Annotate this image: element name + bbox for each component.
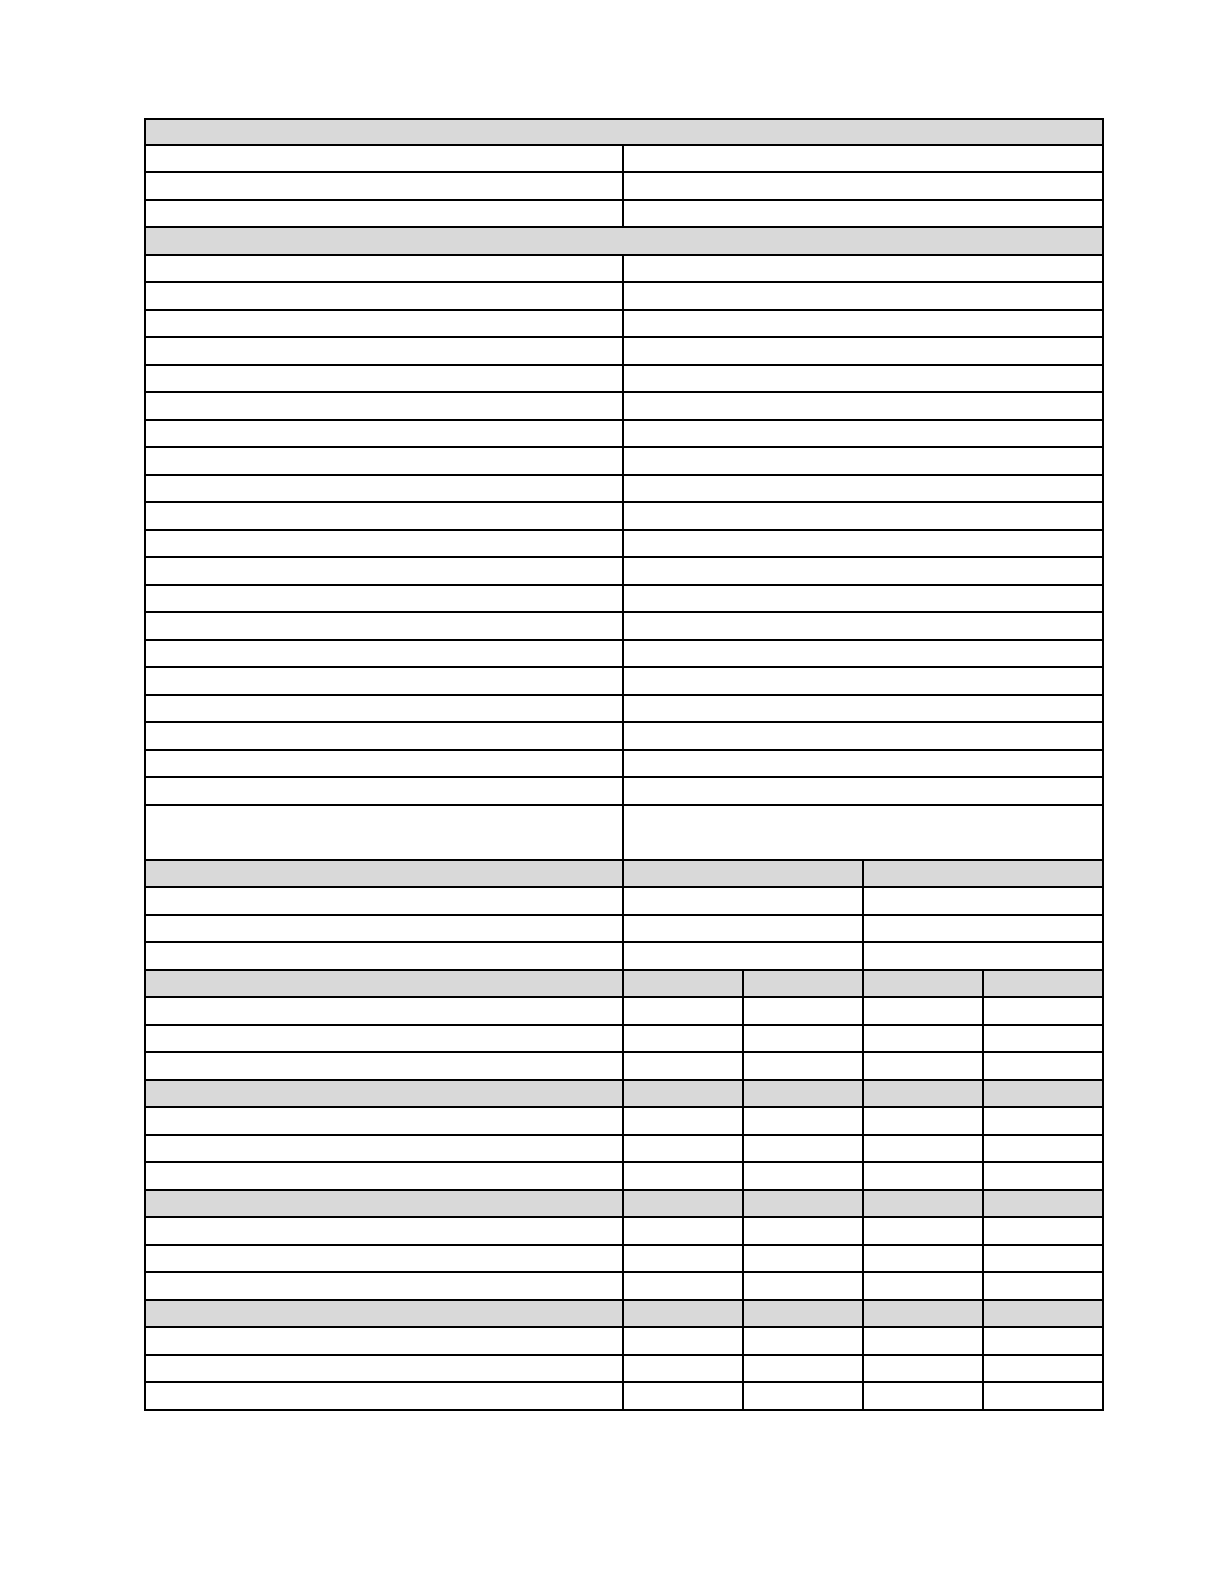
field-label-cell — [144, 723, 624, 751]
field-value-cell[interactable] — [624, 283, 1104, 311]
field-value-cell[interactable] — [624, 1163, 744, 1191]
field-value-cell[interactable] — [984, 1136, 1104, 1164]
field-label-cell — [144, 503, 624, 531]
column-header-cell — [744, 1191, 864, 1219]
field-value-cell[interactable] — [864, 1356, 984, 1384]
field-label-cell — [144, 448, 624, 476]
field-value-cell[interactable] — [984, 1246, 1104, 1274]
form-row — [144, 641, 1104, 669]
field-value-cell[interactable] — [624, 1026, 744, 1054]
column-header-cell — [984, 1301, 1104, 1329]
field-value-cell[interactable] — [984, 1218, 1104, 1246]
field-value-cell[interactable] — [864, 1026, 984, 1054]
field-label-cell — [144, 1108, 624, 1136]
form-row — [144, 531, 1104, 559]
field-value-cell[interactable] — [624, 1328, 744, 1356]
field-label-cell — [144, 1053, 624, 1081]
field-value-cell[interactable] — [864, 1163, 984, 1191]
field-label-cell — [144, 366, 624, 394]
field-value-cell[interactable] — [624, 641, 1104, 669]
section-3-rows — [144, 888, 1104, 971]
field-label-cell — [144, 146, 624, 174]
form-row — [144, 916, 1104, 944]
field-value-cell[interactable] — [624, 1246, 744, 1274]
field-value-cell[interactable] — [624, 586, 1104, 614]
field-value-cell[interactable] — [744, 1246, 864, 1274]
field-value-cell[interactable] — [864, 1383, 984, 1411]
form-row — [144, 751, 1104, 779]
field-label-cell — [144, 1356, 624, 1384]
field-label-cell — [144, 421, 624, 449]
field-label-cell — [144, 283, 624, 311]
field-label-cell — [144, 1328, 624, 1356]
field-value-cell[interactable] — [744, 1108, 864, 1136]
form-row — [144, 201, 1104, 229]
field-label-cell — [144, 531, 624, 559]
form-row — [144, 256, 1104, 284]
field-value-cell[interactable] — [984, 1328, 1104, 1356]
field-label-cell — [144, 1273, 624, 1301]
column-header-cell — [984, 971, 1104, 999]
form-row — [144, 283, 1104, 311]
form-row — [144, 778, 1104, 806]
column-header-cell — [984, 1191, 1104, 1219]
field-value-cell[interactable] — [624, 366, 1104, 394]
field-value-cell[interactable] — [984, 998, 1104, 1026]
column-header-cell — [624, 861, 864, 889]
field-value-cell[interactable] — [984, 1053, 1104, 1081]
field-label-cell — [144, 916, 624, 944]
column-header-cell — [744, 971, 864, 999]
field-value-cell[interactable] — [624, 751, 1104, 779]
field-label-cell — [144, 1246, 624, 1274]
field-label-cell — [144, 586, 624, 614]
column-header-cell — [624, 1301, 744, 1329]
field-value-cell[interactable] — [624, 696, 1104, 724]
column-header-cell — [744, 1301, 864, 1329]
field-value-cell[interactable] — [744, 1163, 864, 1191]
section-header-row — [144, 1301, 1104, 1329]
field-value-cell[interactable] — [624, 998, 744, 1026]
form-row — [144, 1273, 1104, 1301]
field-value-cell[interactable] — [624, 1273, 744, 1301]
field-label-cell — [144, 1383, 624, 1411]
column-header-cell — [744, 1081, 864, 1109]
field-value-cell[interactable] — [624, 503, 1104, 531]
section-3-header-row — [144, 861, 1104, 889]
field-value-cell[interactable] — [624, 1108, 744, 1136]
form-row — [144, 146, 1104, 174]
field-value-cell[interactable] — [624, 723, 1104, 751]
field-label-cell — [144, 998, 624, 1026]
form-row — [144, 943, 1104, 971]
field-value-cell[interactable] — [624, 421, 1104, 449]
form-row — [144, 668, 1104, 696]
field-value-cell[interactable] — [744, 1328, 864, 1356]
field-value-cell[interactable] — [744, 1273, 864, 1301]
form-row — [144, 998, 1104, 1026]
field-value-cell[interactable] — [624, 173, 1104, 201]
field-value-cell[interactable] — [624, 393, 1104, 421]
field-value-cell[interactable] — [864, 943, 1104, 971]
field-value-cell[interactable] — [984, 1273, 1104, 1301]
field-label-cell — [144, 668, 624, 696]
field-value-cell[interactable] — [864, 916, 1104, 944]
field-value-cell[interactable] — [624, 531, 1104, 559]
section-header-row — [144, 1191, 1104, 1219]
form-row-tall — [144, 806, 1104, 861]
form-row — [144, 613, 1104, 641]
section-header-row — [144, 1081, 1104, 1109]
field-value-cell[interactable] — [624, 1053, 744, 1081]
field-value-cell[interactable] — [624, 146, 1104, 174]
column-header-cell — [864, 861, 1104, 889]
section-header-label — [144, 971, 624, 999]
column-header-cell — [864, 1081, 984, 1109]
field-label-cell — [144, 338, 624, 366]
field-value-cell[interactable] — [624, 448, 1104, 476]
column-header-cell — [624, 971, 744, 999]
field-value-cell[interactable] — [984, 1356, 1104, 1384]
form-row — [144, 1108, 1104, 1136]
field-label-cell — [144, 641, 624, 669]
column-header-cell — [624, 1191, 744, 1219]
field-value-cell[interactable] — [624, 888, 864, 916]
field-value-cell[interactable] — [624, 256, 1104, 284]
field-label-cell — [144, 558, 624, 586]
section-2-header — [144, 228, 1104, 256]
field-value-cell[interactable] — [984, 1108, 1104, 1136]
field-value-cell[interactable] — [864, 1246, 984, 1274]
field-value-cell[interactable] — [984, 1026, 1104, 1054]
section-header-label — [144, 1081, 624, 1109]
form-row — [144, 888, 1104, 916]
section-header-label — [144, 1191, 624, 1219]
section-header-row — [144, 228, 1104, 256]
field-value-cell[interactable] — [624, 806, 1104, 861]
field-value-cell[interactable] — [624, 558, 1104, 586]
form-row — [144, 476, 1104, 504]
form-row — [144, 366, 1104, 394]
field-value-cell[interactable] — [744, 1218, 864, 1246]
field-value-cell[interactable] — [984, 1163, 1104, 1191]
field-value-cell[interactable] — [624, 668, 1104, 696]
section-3-header-label — [144, 861, 624, 889]
column-header-cell — [864, 1191, 984, 1219]
form-row — [144, 1136, 1104, 1164]
form-row — [144, 1383, 1104, 1411]
form-row — [144, 311, 1104, 339]
field-label-cell — [144, 778, 624, 806]
field-label-cell — [144, 393, 624, 421]
field-value-cell[interactable] — [744, 1053, 864, 1081]
field-label-cell — [144, 476, 624, 504]
field-value-cell[interactable] — [864, 1053, 984, 1081]
section-header-row — [144, 118, 1104, 146]
column-header-cell — [864, 1301, 984, 1329]
form-row — [144, 338, 1104, 366]
field-label-cell — [144, 806, 624, 861]
form-row — [144, 448, 1104, 476]
blank-form-table — [144, 118, 1104, 1411]
field-value-cell[interactable] — [624, 338, 1104, 366]
quarterly-sections — [144, 971, 1104, 1411]
form-row — [144, 558, 1104, 586]
field-value-cell[interactable] — [984, 1383, 1104, 1411]
field-label-cell — [144, 943, 624, 971]
field-value-cell[interactable] — [624, 1356, 744, 1384]
form-row — [144, 696, 1104, 724]
column-header-cell — [624, 1081, 744, 1109]
field-value-cell[interactable] — [744, 1026, 864, 1054]
field-value-cell[interactable] — [624, 1218, 744, 1246]
field-label-cell — [144, 173, 624, 201]
field-label-cell — [144, 1163, 624, 1191]
column-header-cell — [864, 971, 984, 999]
field-value-cell[interactable] — [624, 1136, 744, 1164]
field-label-cell — [144, 1136, 624, 1164]
form-row — [144, 1053, 1104, 1081]
field-label-cell — [144, 888, 624, 916]
field-value-cell[interactable] — [744, 1383, 864, 1411]
field-label-cell — [144, 613, 624, 641]
field-value-cell[interactable] — [624, 916, 864, 944]
section-2-rows — [144, 256, 1104, 806]
form-row — [144, 393, 1104, 421]
form-row — [144, 173, 1104, 201]
form-row — [144, 1218, 1104, 1246]
section-header-row — [144, 971, 1104, 999]
field-label-cell — [144, 201, 624, 229]
field-value-cell[interactable] — [624, 201, 1104, 229]
field-value-cell[interactable] — [624, 613, 1104, 641]
form-row — [144, 503, 1104, 531]
field-value-cell[interactable] — [624, 311, 1104, 339]
field-value-cell[interactable] — [624, 1383, 744, 1411]
field-value-cell[interactable] — [624, 476, 1104, 504]
form-row — [144, 1328, 1104, 1356]
field-value-cell[interactable] — [864, 998, 984, 1026]
field-value-cell[interactable] — [864, 1273, 984, 1301]
form-row — [144, 1163, 1104, 1191]
field-value-cell[interactable] — [864, 1108, 984, 1136]
section-header-label — [144, 1301, 624, 1329]
field-label-cell — [144, 1026, 624, 1054]
field-value-cell[interactable] — [744, 1136, 864, 1164]
form-row — [144, 421, 1104, 449]
column-header-cell — [984, 1081, 1104, 1109]
field-label-cell — [144, 696, 624, 724]
field-label-cell — [144, 311, 624, 339]
field-value-cell[interactable] — [864, 1328, 984, 1356]
field-label-cell — [144, 256, 624, 284]
form-row — [144, 1356, 1104, 1384]
field-value-cell[interactable] — [864, 888, 1104, 916]
field-value-cell[interactable] — [744, 998, 864, 1026]
field-value-cell[interactable] — [864, 1218, 984, 1246]
field-value-cell[interactable] — [624, 943, 864, 971]
field-label-cell — [144, 751, 624, 779]
form-row — [144, 1246, 1104, 1274]
form-row — [144, 723, 1104, 751]
field-value-cell[interactable] — [624, 778, 1104, 806]
field-value-cell[interactable] — [744, 1356, 864, 1384]
field-value-cell[interactable] — [864, 1136, 984, 1164]
section-1-header — [144, 118, 1104, 146]
form-row — [144, 586, 1104, 614]
form-row — [144, 1026, 1104, 1054]
field-label-cell — [144, 1218, 624, 1246]
